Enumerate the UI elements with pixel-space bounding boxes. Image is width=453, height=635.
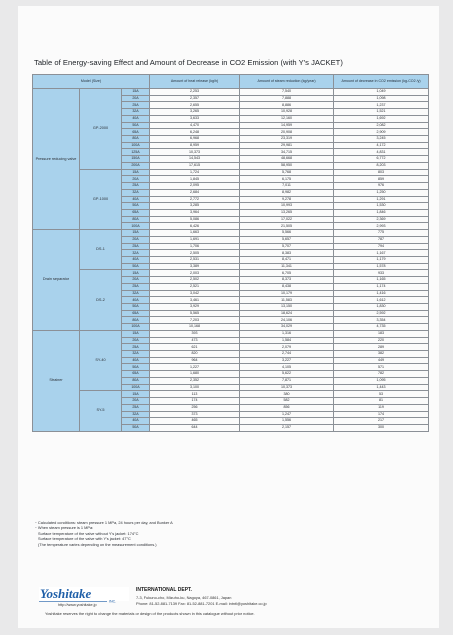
- steam-reduction-cell: 1,247: [240, 411, 334, 418]
- size-cell: 50A: [122, 122, 150, 129]
- heat-release-cell: 3,461: [150, 297, 240, 304]
- svg-text:Yoshitake: Yoshitake: [40, 586, 92, 601]
- size-cell: 25A: [122, 183, 150, 190]
- co2-decrease-cell: 300: [334, 424, 429, 431]
- contact-info: Phone: 81-52-881-7139 Fax: 81-52-881-7201 E-mail: intntl@yoshitake.co.jp: [136, 601, 267, 606]
- co2-decrease-cell: 4,831: [334, 149, 429, 156]
- co2-decrease-cell: 1,443: [334, 384, 429, 391]
- steam-reduction-cell: 8,471: [240, 256, 334, 263]
- size-cell: 15A: [122, 330, 150, 337]
- table-body: [33, 89, 429, 432]
- size-cell: 40A: [122, 297, 150, 304]
- co2-decrease-cell: 782: [334, 371, 429, 378]
- heat-release-cell: 2,502: [150, 277, 240, 284]
- co2-decrease-cell: 803: [334, 169, 429, 176]
- size-cell: 32A: [122, 109, 150, 116]
- size-cell: 25A: [122, 344, 150, 351]
- heat-release-cell: 17,615: [150, 162, 240, 169]
- heat-release-cell: 373: [150, 411, 240, 418]
- heat-release-cell: 2,655: [150, 102, 240, 109]
- co2-decrease-cell: 859: [334, 176, 429, 183]
- steam-reduction-cell: 34,029: [240, 324, 334, 331]
- model-label: DS-2: [80, 270, 122, 330]
- steam-reduction-cell: 18,624: [240, 310, 334, 317]
- size-cell: 20A: [122, 337, 150, 344]
- heat-release-cell: 2,772: [150, 196, 240, 203]
- heat-release-cell: 5,086: [150, 216, 240, 223]
- header-heat-release: Amount of heat release (kg/h): [150, 75, 240, 89]
- model-label: GP-1000: [80, 169, 122, 229]
- heat-release-cell: 393: [150, 330, 240, 337]
- heat-release-cell: 2,253: [150, 89, 240, 96]
- size-cell: 40A: [122, 196, 150, 203]
- svg-text:INC.: INC.: [109, 599, 117, 603]
- model-label: SY-5: [80, 391, 122, 431]
- co2-decrease-cell: 119: [334, 404, 429, 411]
- heat-release-cell: 3,042: [150, 290, 240, 297]
- heat-release-cell: 3,929: [150, 304, 240, 311]
- steam-reduction-cell: 20,908: [240, 129, 334, 136]
- steam-reduction-cell: 8,383: [240, 250, 334, 257]
- co2-decrease-cell: 1,416: [334, 290, 429, 297]
- size-cell: 40A: [122, 418, 150, 425]
- steam-reduction-cell: 6,175: [240, 176, 334, 183]
- co2-decrease-cell: 2,592: [334, 310, 429, 317]
- steam-reduction-cell: 1,556: [240, 418, 334, 425]
- co2-decrease-cell: 1,521: [334, 109, 429, 116]
- steam-reduction-cell: 11,341: [240, 263, 334, 270]
- steam-reduction-cell: 21,505: [240, 223, 334, 230]
- co2-decrease-cell: 3,354: [334, 317, 429, 324]
- heat-release-cell: 8,959: [150, 142, 240, 149]
- note-line: (The temperature varies depending on the measurement conditions.): [38, 541, 157, 547]
- heat-release-cell: 174: [150, 398, 240, 405]
- steam-reduction-cell: 12,160: [240, 115, 334, 122]
- co2-decrease-cell: 2,993: [334, 223, 429, 230]
- steam-reduction-cell: 17,022: [240, 216, 334, 223]
- co2-decrease-cell: 449: [334, 357, 429, 364]
- co2-decrease-cell: 571: [334, 364, 429, 371]
- table-row: [33, 391, 429, 398]
- co2-decrease-cell: 1,291: [334, 196, 429, 203]
- steam-reduction-cell: 58,950: [240, 162, 334, 169]
- heat-release-cell: 113: [150, 391, 240, 398]
- size-cell: 32A: [122, 351, 150, 358]
- size-cell: 50A: [122, 203, 150, 210]
- size-cell: 100A: [122, 384, 150, 391]
- co2-decrease-cell: 1,167: [334, 250, 429, 257]
- heat-release-cell: 6,248: [150, 129, 240, 136]
- size-cell: 50A: [122, 263, 150, 270]
- co2-decrease-cell: 1,095: [334, 377, 429, 384]
- heat-release-cell: 5,565: [150, 310, 240, 317]
- co2-decrease-cell: 289: [334, 344, 429, 351]
- footnotes: [34, 520, 430, 547]
- company-url[interactable]: http://www.yoshitake.jp: [58, 603, 97, 607]
- heat-release-cell: 6,968: [150, 136, 240, 143]
- header-steam-reduction: Amount of steam reduction (kg/year): [240, 75, 334, 89]
- heat-release-cell: 2,684: [150, 189, 240, 196]
- steam-reduction-cell: 7,011: [240, 183, 334, 190]
- steam-reduction-cell: 10,993: [240, 203, 334, 210]
- steam-reduction-cell: 9,278: [240, 196, 334, 203]
- size-cell: 100A: [122, 142, 150, 149]
- co2-decrease-cell: 220: [334, 337, 429, 344]
- heat-release-cell: 2,357: [150, 95, 240, 102]
- steam-reduction-cell: 10,928: [240, 109, 334, 116]
- steam-reduction-cell: 8,373: [240, 277, 334, 284]
- yoshitake-logo: [39, 586, 129, 603]
- size-cell: 65A: [122, 310, 150, 317]
- heat-release-cell: 1,724: [150, 169, 240, 176]
- size-cell: 32A: [122, 189, 150, 196]
- steam-reduction-cell: 5,566: [240, 230, 334, 237]
- co2-decrease-cell: 8,203: [334, 162, 429, 169]
- note-line: Surface temperature of the valve with Y's jacket: 47°C: [38, 536, 131, 542]
- size-cell: 25A: [122, 404, 150, 411]
- note-line: ・Calculated conditions: steam pressure 1 MPa, 24 hours per day, and Bunker A: [34, 520, 173, 525]
- heat-release-cell: 2,505: [150, 250, 240, 257]
- steam-reduction-cell: 10,179: [240, 290, 334, 297]
- size-cell: 25A: [122, 283, 150, 290]
- steam-reduction-cell: 2,079: [240, 344, 334, 351]
- model-label: GP-2000: [80, 89, 122, 170]
- heat-release-cell: 4,470: [150, 122, 240, 129]
- size-cell: 50A: [122, 424, 150, 431]
- heat-release-cell: 473: [150, 337, 240, 344]
- heat-release-cell: 820: [150, 351, 240, 358]
- model-label: SY-40: [80, 330, 122, 390]
- heat-release-cell: 1,845: [150, 176, 240, 183]
- steam-reduction-cell: 582: [240, 398, 334, 405]
- rights-notice: Yoshitake reserves the right to change the materials or design of the products shown in this catalogue without prior notice.: [45, 611, 255, 616]
- size-cell: 20A: [122, 176, 150, 183]
- co2-decrease-cell: 787: [334, 236, 429, 243]
- department-name: INTERNATIONAL DEPT.: [136, 587, 192, 593]
- steam-reduction-cell: 13,150: [240, 304, 334, 311]
- steam-reduction-cell: 380: [240, 391, 334, 398]
- size-cell: 80A: [122, 216, 150, 223]
- heat-release-cell: 10,373: [150, 149, 240, 156]
- heat-release-cell: 2,521: [150, 283, 240, 290]
- co2-decrease-cell: 976: [334, 183, 429, 190]
- size-cell: 32A: [122, 411, 150, 418]
- size-cell: 200A: [122, 162, 150, 169]
- table-header-row: [33, 75, 429, 89]
- heat-release-cell: 2,003: [150, 270, 240, 277]
- steam-reduction-cell: 8,982: [240, 189, 334, 196]
- size-cell: 65A: [122, 371, 150, 378]
- steam-reduction-cell: 24,106: [240, 317, 334, 324]
- steam-reduction-cell: 5,622: [240, 371, 334, 378]
- steam-reduction-cell: 1,584: [240, 337, 334, 344]
- co2-decrease-cell: 3,245: [334, 136, 429, 143]
- co2-decrease-cell: 1,830: [334, 304, 429, 311]
- steam-reduction-cell: 5,707: [240, 243, 334, 250]
- co2-decrease-cell: 53: [334, 391, 429, 398]
- steam-reduction-cell: 11,583: [240, 297, 334, 304]
- size-cell: 40A: [122, 256, 150, 263]
- heat-release-cell: 14,543: [150, 156, 240, 163]
- document-page: [18, 6, 439, 628]
- steam-reduction-cell: 856: [240, 404, 334, 411]
- group-label: Pressure reducing valve: [33, 89, 80, 230]
- note-line: Surface temperature of the valve without Y's jacket: 174°C: [38, 530, 139, 536]
- co2-decrease-cell: 1,179: [334, 256, 429, 263]
- size-cell: 40A: [122, 357, 150, 364]
- size-cell: 32A: [122, 290, 150, 297]
- steam-reduction-cell: 5,657: [240, 236, 334, 243]
- heat-release-cell: 1,663: [150, 230, 240, 237]
- steam-reduction-cell: 6,705: [240, 270, 334, 277]
- size-cell: 50A: [122, 304, 150, 311]
- size-cell: 25A: [122, 102, 150, 109]
- size-cell: 20A: [122, 277, 150, 284]
- size-cell: 40A: [122, 115, 150, 122]
- co2-decrease-cell: 1,692: [334, 115, 429, 122]
- size-cell: 65A: [122, 209, 150, 216]
- co2-decrease-cell: 933: [334, 270, 429, 277]
- size-cell: 80A: [122, 317, 150, 324]
- heat-release-cell: 1,227: [150, 364, 240, 371]
- steam-reduction-cell: 29,981: [240, 142, 334, 149]
- size-cell: 15A: [122, 230, 150, 237]
- co2-decrease-cell: 2,369: [334, 216, 429, 223]
- steam-reduction-cell: 2,157: [240, 424, 334, 431]
- table-row: [33, 89, 429, 96]
- steam-reduction-cell: 34,715: [240, 149, 334, 156]
- co2-decrease-cell: 1,049: [334, 89, 429, 96]
- co2-decrease-cell: 1,098: [334, 95, 429, 102]
- steam-reduction-cell: 48,668: [240, 156, 334, 163]
- co2-decrease-cell: 183: [334, 330, 429, 337]
- group-label: Strainer: [33, 330, 80, 431]
- steam-reduction-cell: 10,373: [240, 384, 334, 391]
- steam-reduction-cell: 8,438: [240, 283, 334, 290]
- heat-release-cell: 3,100: [150, 384, 240, 391]
- table-row: [33, 169, 429, 176]
- model-label: DS-1: [80, 230, 122, 270]
- size-cell: 125A: [122, 149, 150, 156]
- size-cell: 15A: [122, 391, 150, 398]
- co2-decrease-cell: 775: [334, 230, 429, 237]
- size-cell: 150A: [122, 156, 150, 163]
- steam-reduction-cell: 4,105: [240, 364, 334, 371]
- size-cell: 100A: [122, 324, 150, 331]
- steam-reduction-cell: 7,888: [240, 95, 334, 102]
- group-label: Drain separator: [33, 230, 80, 331]
- table-row: [33, 270, 429, 277]
- steam-reduction-cell: 2,744: [240, 351, 334, 358]
- heat-release-cell: 3,285: [150, 203, 240, 210]
- steam-reduction-cell: 14,959: [240, 122, 334, 129]
- co2-decrease-cell: 1,530: [334, 203, 429, 210]
- heat-release-cell: 6,426: [150, 223, 240, 230]
- co2-decrease-cell: 174: [334, 411, 429, 418]
- size-cell: 15A: [122, 89, 150, 96]
- size-cell: 20A: [122, 398, 150, 405]
- steam-reduction-cell: 3,227: [240, 357, 334, 364]
- co2-decrease-cell: 2,082: [334, 122, 429, 129]
- co2-decrease-cell: 1,846: [334, 209, 429, 216]
- heat-release-cell: 10,168: [150, 324, 240, 331]
- heat-release-cell: 1,691: [150, 236, 240, 243]
- size-cell: 65A: [122, 129, 150, 136]
- heat-release-cell: 2,095: [150, 183, 240, 190]
- co2-decrease-cell: 1,612: [334, 297, 429, 304]
- co2-decrease-cell: 6,772: [334, 156, 429, 163]
- size-cell: 20A: [122, 95, 150, 102]
- co2-decrease-cell: 1,237: [334, 102, 429, 109]
- co2-decrease-cell: 794: [334, 243, 429, 250]
- heat-release-cell: 644: [150, 424, 240, 431]
- table-row: [33, 230, 429, 237]
- co2-decrease-cell: 1,165: [334, 277, 429, 284]
- co2-decrease-cell: 1,578: [334, 263, 429, 270]
- size-cell: 15A: [122, 169, 150, 176]
- co2-decrease-cell: 4,172: [334, 142, 429, 149]
- co2-decrease-cell: 81: [334, 398, 429, 405]
- heat-release-cell: 465: [150, 418, 240, 425]
- header-model: Model (Size): [33, 75, 150, 89]
- steam-reduction-cell: 13,265: [240, 209, 334, 216]
- heat-release-cell: 3,964: [150, 209, 240, 216]
- steam-reduction-cell: 8,886: [240, 102, 334, 109]
- heat-release-cell: 621: [150, 344, 240, 351]
- steam-reduction-cell: 7,540: [240, 89, 334, 96]
- co2-decrease-cell: 1,174: [334, 283, 429, 290]
- size-cell: 20A: [122, 236, 150, 243]
- size-cell: 15A: [122, 270, 150, 277]
- steam-reduction-cell: 23,319: [240, 136, 334, 143]
- heat-release-cell: 256: [150, 404, 240, 411]
- size-cell: 50A: [122, 364, 150, 371]
- steam-reduction-cell: 7,871: [240, 377, 334, 384]
- note-line: ・When steam pressure is 1 MPa:: [34, 525, 94, 531]
- header-co2-decrease: Amount of decrease in CO2 emission (kg-CO2 /y): [334, 75, 429, 89]
- co2-decrease-cell: 217: [334, 418, 429, 425]
- heat-release-cell: 3,633: [150, 115, 240, 122]
- table-row: [33, 330, 429, 337]
- heat-release-cell: 2,531: [150, 256, 240, 263]
- heat-release-cell: 964: [150, 357, 240, 364]
- size-cell: 32A: [122, 250, 150, 257]
- heat-release-cell: 1,680: [150, 371, 240, 378]
- steam-reduction-cell: 1,316: [240, 330, 334, 337]
- steam-reduction-cell: 5,768: [240, 169, 334, 176]
- page-title: Table of Energy-saving Effect and Amount of Decrease in CO2 Emission (with Y's JACKET): [34, 58, 343, 67]
- company-address: 7-3, Fukuno-cho, Mizuho-ku, Nagoya, 467-0861, Japan: [136, 595, 232, 600]
- heat-release-cell: 3,265: [150, 109, 240, 116]
- size-cell: 100A: [122, 223, 150, 230]
- co2-decrease-cell: 382: [334, 351, 429, 358]
- heat-release-cell: 3,389: [150, 263, 240, 270]
- heat-release-cell: 7,203: [150, 317, 240, 324]
- co2-decrease-cell: 1,250: [334, 189, 429, 196]
- size-cell: 25A: [122, 243, 150, 250]
- size-cell: 80A: [122, 136, 150, 143]
- size-cell: 80A: [122, 377, 150, 384]
- co2-decrease-cell: 4,735: [334, 324, 429, 331]
- energy-saving-table: [32, 74, 429, 432]
- heat-release-cell: 1,706: [150, 243, 240, 250]
- heat-release-cell: 2,352: [150, 377, 240, 384]
- co2-decrease-cell: 2,909: [334, 129, 429, 136]
